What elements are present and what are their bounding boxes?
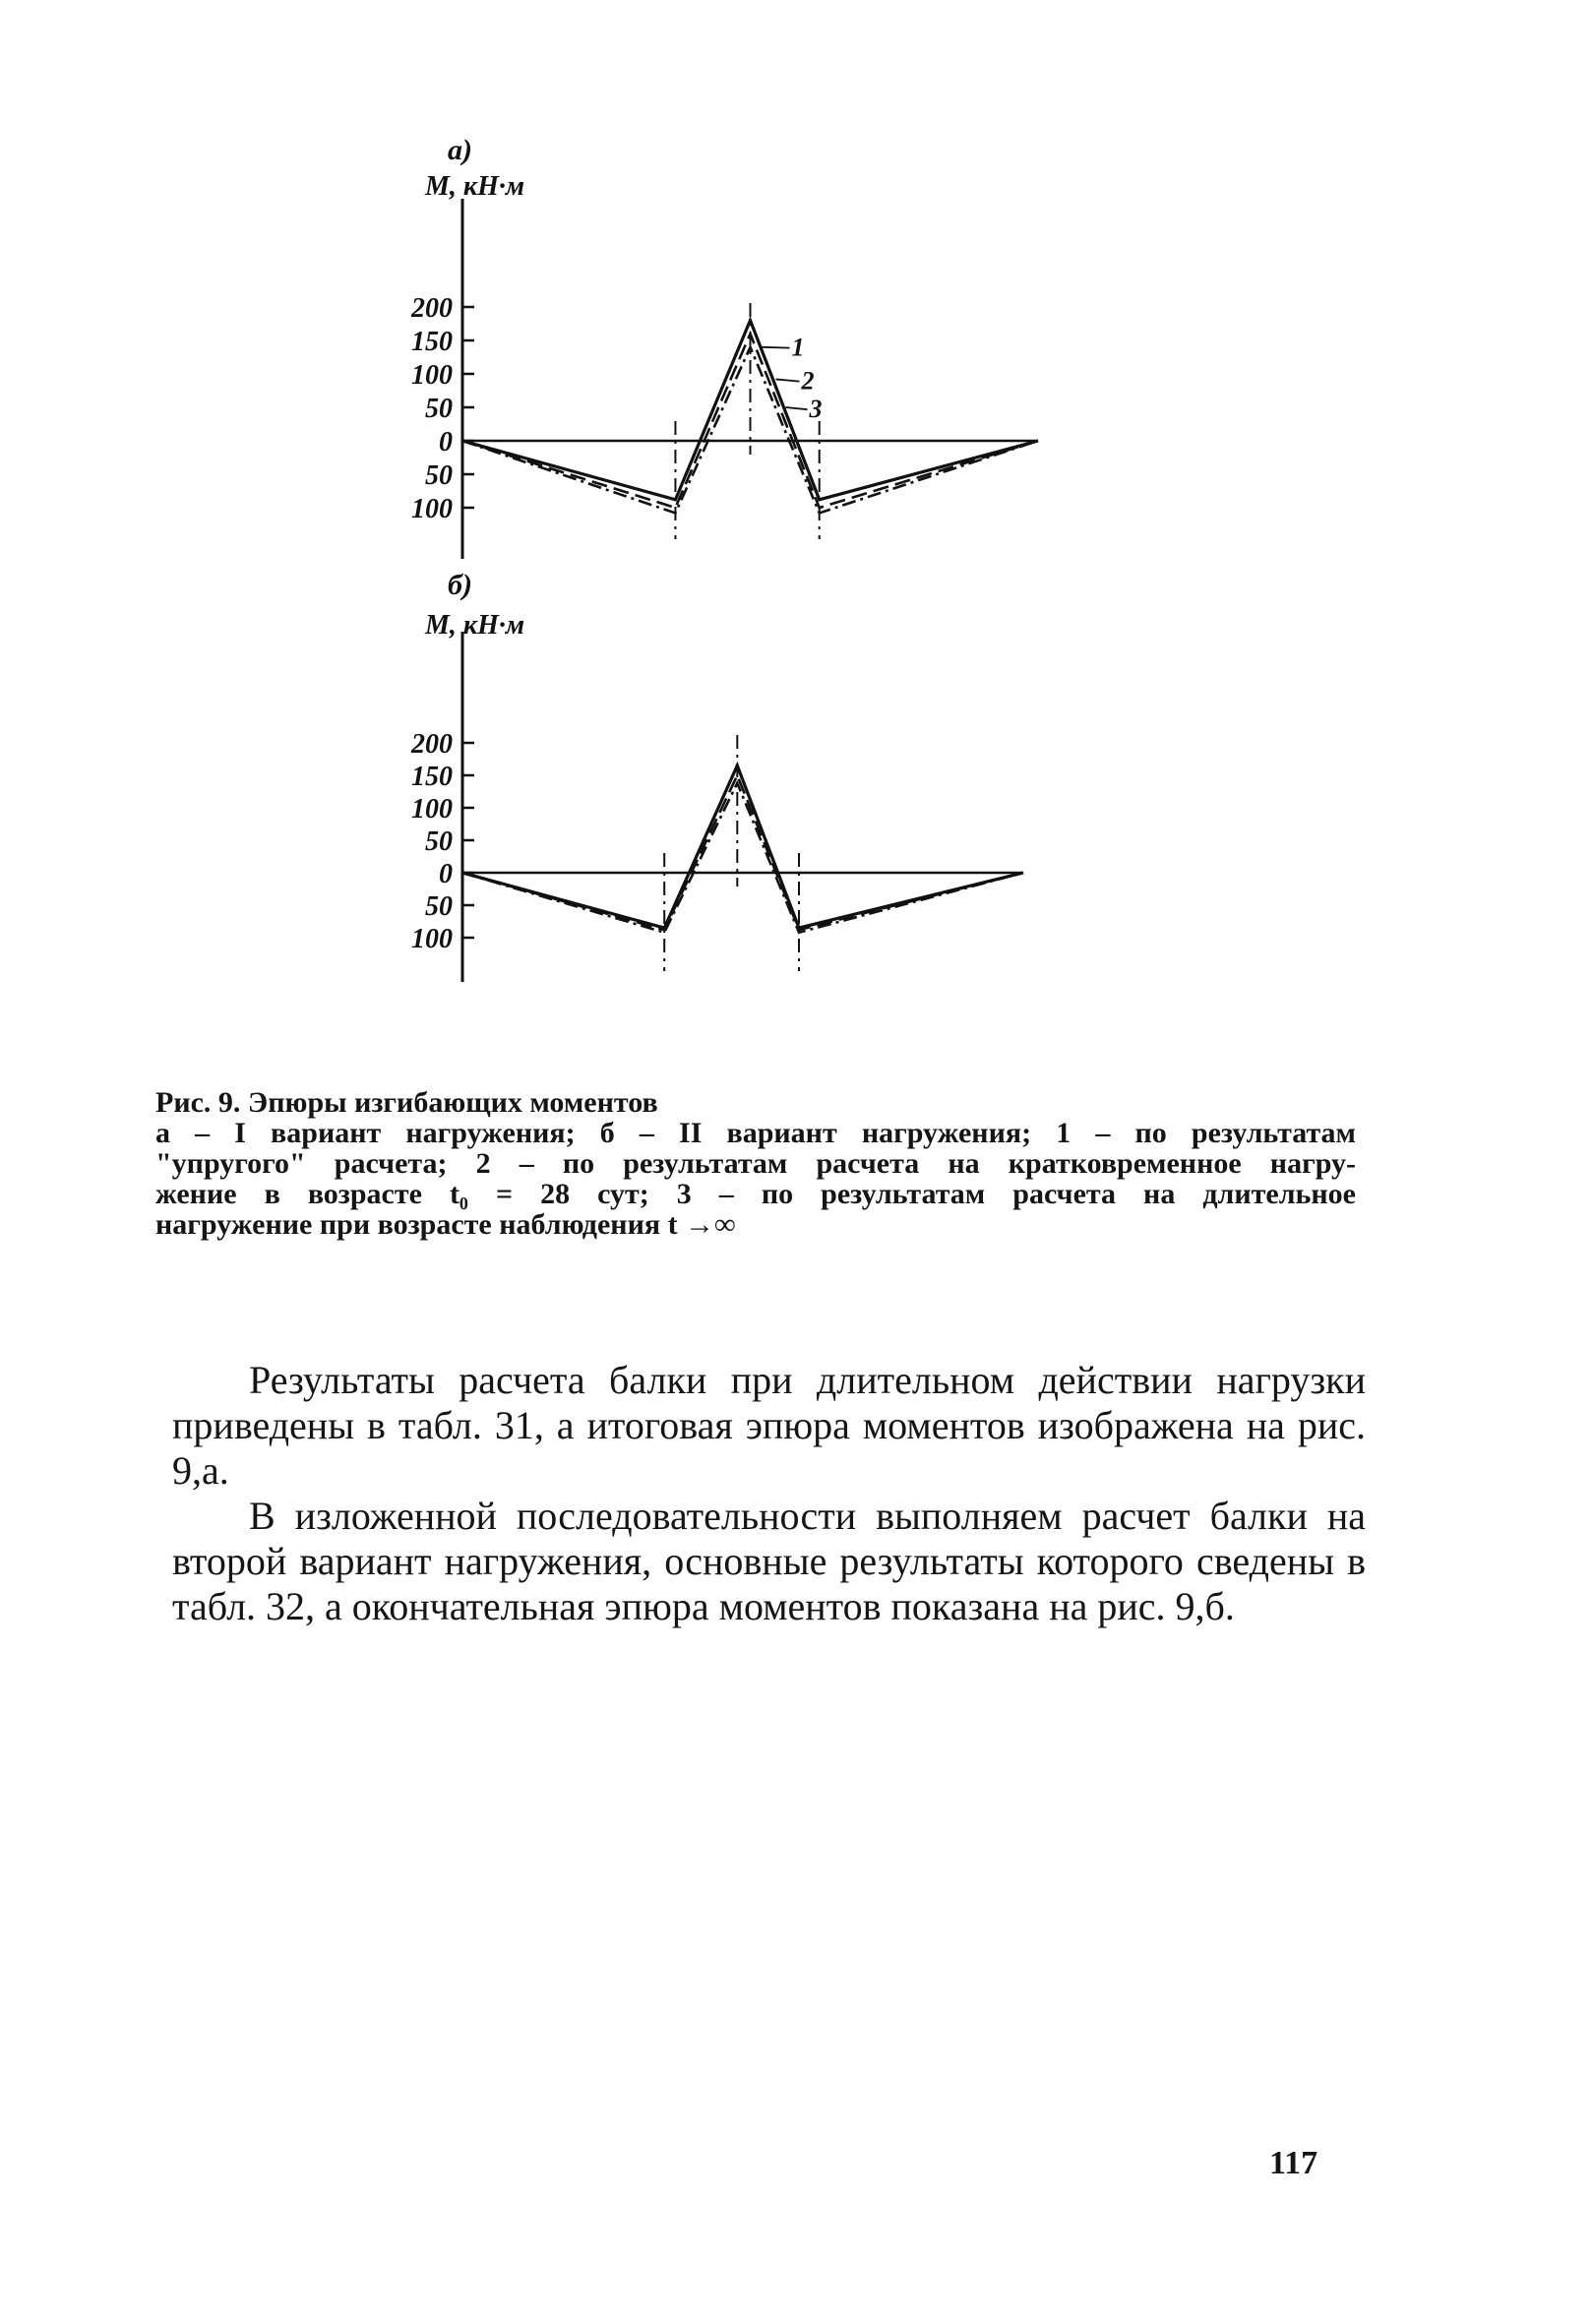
- panel-label: a): [448, 134, 472, 166]
- y-tick-label: 200: [411, 293, 453, 324]
- y-axis-label: М, кН·м: [425, 171, 525, 202]
- y-tick-label: 100: [411, 494, 453, 524]
- y-axis-label: М, кН·м: [425, 610, 525, 641]
- figure-caption: [155, 1087, 1356, 1240]
- paragraph-2: В изложенной последовательности выполняем расчет балки на второй вариант нагружения, основные результаты которого сведены в табл. 32, а окончательная эпюра моментов показана на рис. 9,б.: [172, 1494, 1366, 1628]
- y-tick-label: 0: [439, 859, 453, 889]
- paragraph-1: Результаты расчета балки при длительном действии нагрузки приведены в табл. 31, а итоговая эпюра моментов изображена на рис. 9,а.: [172, 1358, 1366, 1493]
- curve-label-1: 1: [791, 333, 805, 362]
- curve-leader-3: [786, 407, 808, 409]
- y-tick-label: 100: [411, 360, 453, 391]
- caption-line-5: нагружение при возрасте наблюдения t →∞: [155, 1208, 736, 1241]
- curve-leader-1: [763, 347, 790, 348]
- caption-line-2: а – I вариант нагружения; б – II вариант нагружения; 1 – по результатам: [155, 1117, 1356, 1149]
- y-tick-label: 50: [425, 460, 453, 491]
- curve-leader-2: [776, 379, 800, 381]
- caption-line-3: "упругого" расчета; 2 – по результатам расчета на кратковременное нагру-: [155, 1147, 1356, 1180]
- curve-label-2: 2: [801, 366, 815, 396]
- chart-a: [0, 134, 1181, 600]
- y-tick-label: 150: [411, 327, 453, 357]
- y-tick-label: 200: [411, 729, 453, 760]
- chart-b: [0, 569, 1181, 1033]
- y-tick-label: 150: [411, 762, 453, 792]
- y-tick-label: 0: [439, 427, 453, 458]
- caption-title: Рис. 9. Эпюры изгибающих моментов: [155, 1086, 658, 1119]
- curve-label-3: 3: [809, 395, 823, 424]
- y-tick-label: 50: [425, 394, 453, 424]
- y-tick-label: 50: [425, 826, 453, 857]
- body-text: [172, 1358, 1366, 1629]
- panel-label: б): [448, 569, 472, 601]
- series-3-line: [462, 783, 1023, 933]
- y-tick-label: 100: [411, 924, 453, 954]
- page-number: 117: [1269, 2145, 1318, 2181]
- y-tick-label: 100: [411, 794, 453, 825]
- y-tick-label: 50: [425, 891, 453, 922]
- caption-line-4: жение в возрасте t₀ = 28 сут; 3 – по результатам расчета на длительное: [155, 1178, 1356, 1210]
